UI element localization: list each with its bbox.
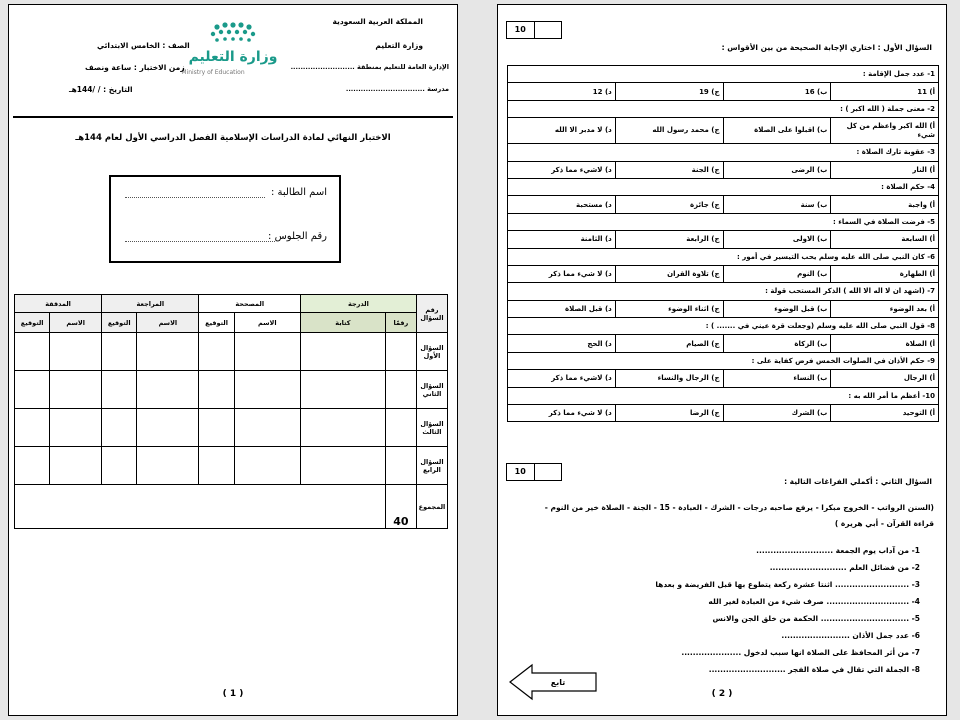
answer-option[interactable]: د) قبل الصلاة <box>508 300 616 317</box>
answer-option[interactable]: ب) الرضى <box>723 161 831 178</box>
fill-item: 1- من آداب يوم الجمعة ........................... <box>756 546 920 555</box>
exam-cover-page <box>8 4 458 716</box>
row-label: السؤال الأول <box>416 333 447 371</box>
logo-english-text: Ministry of Education <box>181 69 245 76</box>
question-text: 7- (اشهد ان لا اله الا الله ) الذكر المستحب قولة : <box>508 283 939 300</box>
grade-cell[interactable] <box>137 409 199 447</box>
answer-option[interactable]: أ) السابعة <box>831 231 939 248</box>
fill-item: 8- الجملة التي تقال في صلاة الفجر ........................... <box>708 665 920 674</box>
row-label: السؤال الثالث <box>416 409 447 447</box>
ministry-label: وزارة التعليم <box>375 41 423 50</box>
answer-option[interactable]: د) لا مدبر الا الله <box>508 118 616 144</box>
answer-option[interactable]: ب) النساء <box>723 370 831 387</box>
next-label: تابع <box>550 678 566 687</box>
q2-score-box <box>506 463 562 481</box>
answer-option[interactable]: أ) واجبة <box>831 196 939 213</box>
answer-option[interactable]: ب) سنة <box>723 196 831 213</box>
word-bank-line-2: قراءة القرآن - أبي هريرة ) <box>834 519 934 528</box>
answer-option[interactable]: ج) الرضا <box>615 405 723 422</box>
subheader-name: الاسم <box>137 313 199 333</box>
answer-option[interactable]: د) الحج <box>508 335 616 352</box>
grade-cell[interactable] <box>102 447 137 485</box>
answer-option[interactable]: أ) الله اكبر واعظم من كل شيء <box>831 118 939 144</box>
grade-cell[interactable] <box>137 333 199 371</box>
question-text: 5- فرضت الصلاة في السماء : <box>508 213 939 230</box>
seat-number-field[interactable] <box>125 241 275 242</box>
subheader-name: الاسم <box>234 313 300 333</box>
corrector-group-header: المصححة <box>199 295 301 313</box>
answer-option[interactable]: ج) 19 <box>615 83 723 100</box>
auditor-group-header: المدققة <box>15 295 102 313</box>
mcq-table <box>507 65 939 422</box>
grade-cell[interactable] <box>102 371 137 409</box>
answer-option[interactable]: أ) 11 <box>831 83 939 100</box>
grade-cell[interactable] <box>15 447 50 485</box>
grade-cell[interactable] <box>199 333 234 371</box>
grade-cell[interactable] <box>300 371 385 409</box>
question-text: 8- قول النبي صلى الله عليه وسلم (وجعلت قرة عيني في ....... ) : <box>508 318 939 335</box>
q2-score-blank[interactable] <box>535 464 562 480</box>
grade-cell[interactable] <box>137 371 199 409</box>
page-number: ( 2 ) <box>711 689 733 699</box>
answer-option[interactable]: ج) الرابعة <box>615 231 723 248</box>
q1-score-blank[interactable] <box>535 22 562 38</box>
question-text: 4- حكم الصلاة : <box>508 178 939 195</box>
subheader-signature: التوقيع <box>15 313 50 333</box>
fill-item: 7- من أثر المحافظ على الصلاة انها سبب لدخول ..................... <box>681 648 920 657</box>
grade-cell[interactable] <box>15 409 50 447</box>
grade-cell[interactable] <box>199 409 234 447</box>
q1-score-box <box>506 21 562 39</box>
answer-option[interactable]: ج) الرجال والنساء <box>615 370 723 387</box>
grade-cell[interactable] <box>300 409 385 447</box>
answer-option[interactable]: ج) تلاوة القران <box>615 265 723 282</box>
q1-title: السؤال الأول : اختاري الإجابة الصحيحة من بين الأقواس : <box>721 43 932 52</box>
fill-item: 2- من فضائل العلم ........................... <box>769 563 920 572</box>
page-number: ( 1 ) <box>222 689 244 699</box>
q2-score-value: 10 <box>507 464 535 480</box>
grade-label: الصف : الخامس الابتدائي <box>97 41 190 50</box>
question-text: 10- أعظم ما أمر الله به : <box>508 387 939 404</box>
answer-option[interactable]: د) لا شيء مما ذكر <box>508 265 616 282</box>
answer-option[interactable]: ب) 16 <box>723 83 831 100</box>
row-label: السؤال الثاني <box>416 371 447 409</box>
duration-label: زمن الاختبار : ساعة ونصف <box>85 63 185 72</box>
answer-option[interactable]: ب) النوم <box>723 265 831 282</box>
answer-option[interactable]: ج) جائزة <box>615 196 723 213</box>
exam-title: الاختبار النهائي لمادة الدراسات الإسلامية الفصل الدراسي الأول لعام 144هـ <box>75 133 391 143</box>
reviewer-group-header: المراجعة <box>102 295 199 313</box>
row-label: السؤال الرابع <box>416 447 447 485</box>
total-notes-cell <box>15 485 386 529</box>
date-label: التاريخ : / /144هـ <box>69 85 133 94</box>
grade-cell[interactable] <box>385 333 416 371</box>
answer-option[interactable]: د) مستحبة <box>508 196 616 213</box>
student-name-field[interactable] <box>125 197 265 198</box>
grade-cell[interactable] <box>50 447 102 485</box>
answer-option[interactable]: د) لا شيء مما ذكر <box>508 405 616 422</box>
grade-cell[interactable] <box>102 409 137 447</box>
kingdom-label: المملكة العربية السعودية <box>332 17 423 26</box>
header-divider <box>13 116 453 118</box>
exam-questions-page <box>497 4 947 716</box>
seat-number-label: رقم الجلوس : <box>268 231 327 242</box>
answer-option[interactable]: ب) الزكاة <box>723 335 831 352</box>
total-label: المجموع <box>416 485 447 529</box>
subheader-name: الاسم <box>50 313 102 333</box>
grade-cell[interactable] <box>15 333 50 371</box>
grade-cell[interactable] <box>15 371 50 409</box>
ministry-logo <box>177 19 287 79</box>
administration-label: الإدارة العامة للتعليم بمنطقة .......................... <box>290 63 449 71</box>
grade-cell[interactable] <box>300 333 385 371</box>
answer-option[interactable]: أ) التوحيد <box>831 405 939 422</box>
fill-item: 5- ............................... الحكمة من خلق الجن والانس <box>712 614 920 623</box>
question-text: 1- عدد جمل الإقامة : <box>508 66 939 83</box>
grade-cell[interactable] <box>234 409 300 447</box>
total-value: 40 <box>385 485 416 529</box>
grade-cell[interactable] <box>50 371 102 409</box>
grade-cell[interactable] <box>385 409 416 447</box>
grade-cell[interactable] <box>50 333 102 371</box>
question-text: 2- معنى جملة ( الله اكبر ) : <box>508 100 939 117</box>
grade-cell[interactable] <box>137 447 199 485</box>
grade-cell[interactable] <box>234 371 300 409</box>
q1-score-value: 10 <box>507 22 535 38</box>
answer-option[interactable]: ب) اقبلوا على الصلاة <box>723 118 831 144</box>
answer-option[interactable]: أ) بعد الوضوء <box>831 300 939 317</box>
student-info-box <box>109 175 341 263</box>
school-label: مدرسة ................................ <box>345 85 449 93</box>
answer-option[interactable]: ج) اثناء الوضوء <box>615 300 723 317</box>
grade-cell[interactable] <box>50 409 102 447</box>
fill-item: 3- .......................... اثنتا عشرة ركعة يتطوع بها قبل الفريضة و بعدها <box>655 580 920 589</box>
answer-option[interactable]: أ) الرجال <box>831 370 939 387</box>
answer-option[interactable]: ب) قبل الوضوء <box>723 300 831 317</box>
subheader-numeric: رقمًا <box>385 313 416 333</box>
answer-option[interactable]: ج) محمد رسول الله <box>615 118 723 144</box>
student-name-label: اسم الطالبة : <box>270 187 327 198</box>
fill-item: 6- عدد جمل الأذان ........................ <box>781 631 920 640</box>
grade-cell[interactable] <box>199 371 234 409</box>
answer-option[interactable]: ب) الاولى <box>723 231 831 248</box>
grade-cell[interactable] <box>234 333 300 371</box>
grading-table <box>14 294 448 529</box>
question-number-header: رقم السؤال <box>416 295 447 333</box>
grade-cell[interactable] <box>234 447 300 485</box>
answer-option[interactable]: أ) الطهارة <box>831 265 939 282</box>
answer-option[interactable]: ب) الشرك <box>723 405 831 422</box>
answer-option[interactable]: د) الثامنة <box>508 231 616 248</box>
grade-cell[interactable] <box>102 333 137 371</box>
grade-cell[interactable] <box>385 371 416 409</box>
answer-option[interactable]: ج) الصيام <box>615 335 723 352</box>
answer-option[interactable]: د) لاشيء مما ذكر <box>508 370 616 387</box>
answer-option[interactable]: أ) النار <box>831 161 939 178</box>
grade-group-header: الدرجة <box>300 295 416 313</box>
word-bank-line-1: (السنن الرواتب - الخروج مبكرا - يرفع صاحبه درجات - الشرك - العبادة - 15 - الجنة - الصلاة خير من النوم - <box>544 503 934 512</box>
question-text: 9- حكم الأذان في الصلوات الخمس فرض كفاية على : <box>508 352 939 369</box>
question-text: 3- عقوبة تارك الصلاة : <box>508 144 939 161</box>
q2-title: السؤال الثاني : أكملي الفراغات التالية : <box>784 477 932 486</box>
grade-cell[interactable] <box>385 447 416 485</box>
grade-cell[interactable] <box>199 447 234 485</box>
question-text: 6- كان النبي صلى الله عليه وسلم يحب التيسير في أمور : <box>508 248 939 265</box>
answer-option[interactable]: د) لاشيء مما ذكر <box>508 161 616 178</box>
answer-option[interactable]: ج) الجنة <box>615 161 723 178</box>
answer-option[interactable]: د) 12 <box>508 83 616 100</box>
fill-item: 4- ............................. صرف شيء من العبادة لغير الله <box>708 597 920 606</box>
answer-option[interactable]: أ) الصلاة <box>831 335 939 352</box>
subheader-written: كتابة <box>300 313 385 333</box>
subheader-signature: التوقيع <box>199 313 234 333</box>
grade-cell[interactable] <box>300 447 385 485</box>
subheader-signature: التوقيع <box>102 313 137 333</box>
logo-arabic-text: وزارة التعليم <box>188 49 278 65</box>
